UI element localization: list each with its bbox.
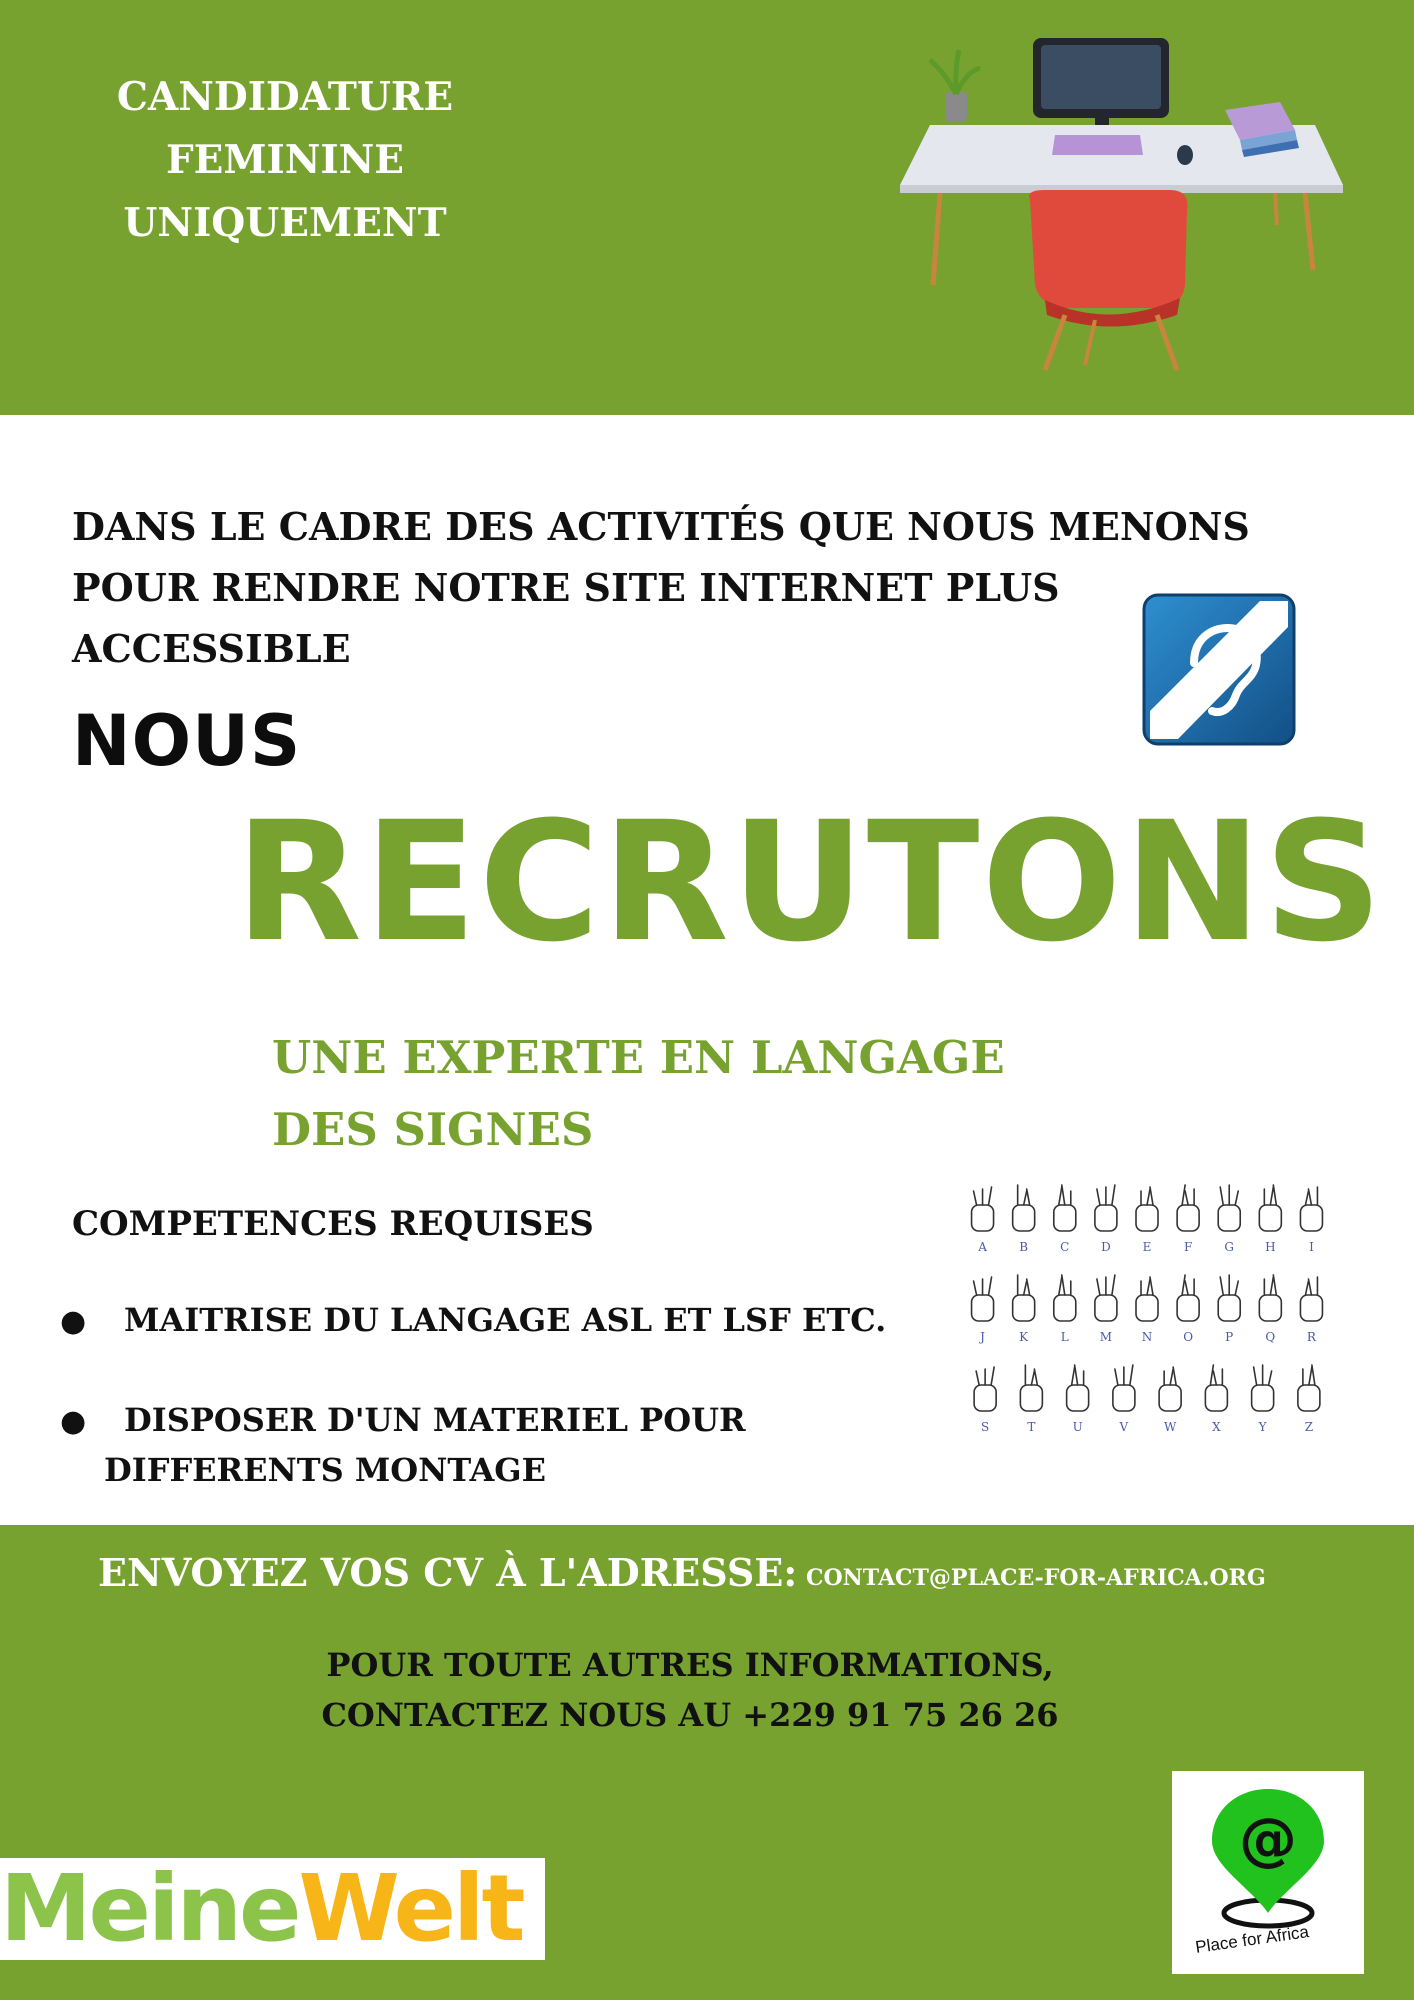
- asl-hand-sign: [1136, 1187, 1158, 1231]
- asl-hand-sign: [1300, 1277, 1322, 1321]
- headline-nous: NOUS: [72, 700, 302, 782]
- asl-letter-label: V: [1119, 1420, 1129, 1434]
- asl-letter-label: A: [978, 1240, 987, 1254]
- asl-hand-sign: [1259, 1185, 1281, 1231]
- asl-letter-label: Z: [1304, 1420, 1314, 1434]
- asl-letter-label: I: [1309, 1240, 1314, 1254]
- intro-line: ACCESSIBLE: [72, 626, 351, 671]
- asl-letter-label: F: [1183, 1240, 1193, 1254]
- contact-info-line: POUR TOUTE AUTRES INFORMATIONS,: [326, 1646, 1054, 1684]
- role-title: [272, 1022, 1005, 1166]
- asl-letter-label: J: [980, 1330, 985, 1344]
- skill-text: DISPOSER D'UN MATERIEL POUR: [124, 1401, 746, 1439]
- asl-letter-label: L: [1060, 1330, 1069, 1344]
- asl-letter-label: H: [1265, 1240, 1276, 1254]
- hearing-accessibility-icon: [1142, 593, 1296, 746]
- asl-letter-label: S: [981, 1420, 990, 1434]
- asl-hand-sign: [1095, 1185, 1117, 1231]
- bullet-icon: ●: [60, 1404, 87, 1439]
- asl-hand-sign: [1177, 1185, 1199, 1231]
- asl-hand-sign: [1218, 1185, 1240, 1231]
- asl-letter-label: E: [1142, 1240, 1152, 1254]
- logo-text-meine: Meine: [0, 1858, 299, 1960]
- intro-line: POUR RENDRE NOTRE SITE INTERNET PLUS: [72, 565, 1060, 610]
- asl-hand-sign: [1205, 1365, 1227, 1411]
- meinewelt-logo: [0, 1858, 545, 1960]
- asl-hand-sign: [1252, 1365, 1274, 1411]
- place-for-africa-text: Place for Africa: [1194, 1922, 1311, 1957]
- asl-hand-sign: [1054, 1185, 1076, 1231]
- asl-letter-label: G: [1224, 1240, 1235, 1254]
- contact-info-line: CONTACTEZ NOUS AU +229 91 75 26 26: [321, 1696, 1059, 1734]
- asl-letter-label: M: [1099, 1330, 1113, 1344]
- asl-hand-sign: [1113, 1365, 1135, 1411]
- asl-letter-label: O: [1183, 1330, 1194, 1344]
- asl-letter-label: Q: [1265, 1330, 1276, 1344]
- sign-language-alphabet-chart: [950, 1180, 1340, 1450]
- asl-hand-sign: [1218, 1275, 1240, 1321]
- asl-letter-label: Y: [1258, 1420, 1267, 1434]
- skill-item: [60, 1295, 886, 1347]
- asl-hand-sign: [1177, 1275, 1199, 1321]
- logo-text-welt: Welt: [298, 1858, 523, 1960]
- asl-hand-sign: [1298, 1365, 1320, 1411]
- asl-hand-sign: [1013, 1185, 1035, 1231]
- intro-line: DANS LE CADRE DES ACTIVITÉS QUE NOUS MENONS: [72, 504, 1250, 549]
- cv-address-label: ENVOYEZ VOS CV À L'ADRESSE:: [98, 1550, 798, 1595]
- eligibility-note: [95, 66, 475, 255]
- asl-letter-label: T: [1027, 1420, 1036, 1434]
- asl-letter-label: K: [1019, 1330, 1029, 1344]
- intro-paragraph: [72, 496, 1250, 679]
- asl-letter-label: W: [1163, 1420, 1177, 1434]
- asl-hand-sign: [1136, 1277, 1158, 1321]
- office-desk-illustration: [895, 30, 1345, 380]
- asl-hand-sign: [972, 1277, 994, 1321]
- asl-letter-label: P: [1225, 1330, 1234, 1344]
- asl-hand-sign: [1300, 1187, 1322, 1231]
- skill-item: [60, 1395, 746, 1447]
- asl-hand-sign: [1159, 1367, 1181, 1411]
- bullet-icon: ●: [60, 1304, 87, 1339]
- asl-hand-sign: [1095, 1275, 1117, 1321]
- headline-recrutons: RECRUTONS: [235, 786, 1385, 978]
- asl-hand-sign: [974, 1367, 996, 1411]
- role-line: DES SIGNES: [272, 1103, 594, 1156]
- contact-info: [220, 1640, 1160, 1740]
- asl-letter-label: N: [1141, 1330, 1153, 1344]
- asl-letter-label: D: [1101, 1240, 1111, 1254]
- asl-letter-label: U: [1072, 1420, 1083, 1434]
- eligibility-line: CANDIDATURE: [116, 74, 454, 120]
- skill-text: MAITRISE DU LANGAGE ASL ET LSF ETC.: [124, 1301, 887, 1339]
- at-symbol: @: [1239, 1805, 1297, 1873]
- role-line: UNE EXPERTE EN LANGAGE: [272, 1031, 1005, 1084]
- contact-email-link[interactable]: CONTACT@PLACE-FOR-AFRICA.ORG: [806, 1565, 1266, 1591]
- asl-hand-sign: [1067, 1365, 1089, 1411]
- asl-letter-label: C: [1060, 1240, 1070, 1254]
- asl-letter-label: X: [1212, 1420, 1221, 1434]
- asl-hand-sign: [1020, 1365, 1042, 1411]
- asl-hand-sign: [1054, 1275, 1076, 1321]
- skill-text-continued: DIFFERENTS MONTAGE: [104, 1451, 546, 1489]
- asl-hand-sign: [1013, 1275, 1035, 1321]
- eligibility-line: UNIQUEMENT: [123, 200, 447, 246]
- asl-hand-sign: [972, 1187, 994, 1231]
- eligibility-line: FEMININE: [165, 137, 405, 183]
- asl-letter-label: B: [1019, 1240, 1029, 1254]
- skills-heading: COMPETENCES REQUISES: [72, 1204, 594, 1244]
- asl-hand-sign: [1259, 1275, 1281, 1321]
- asl-letter-label: R: [1306, 1330, 1316, 1344]
